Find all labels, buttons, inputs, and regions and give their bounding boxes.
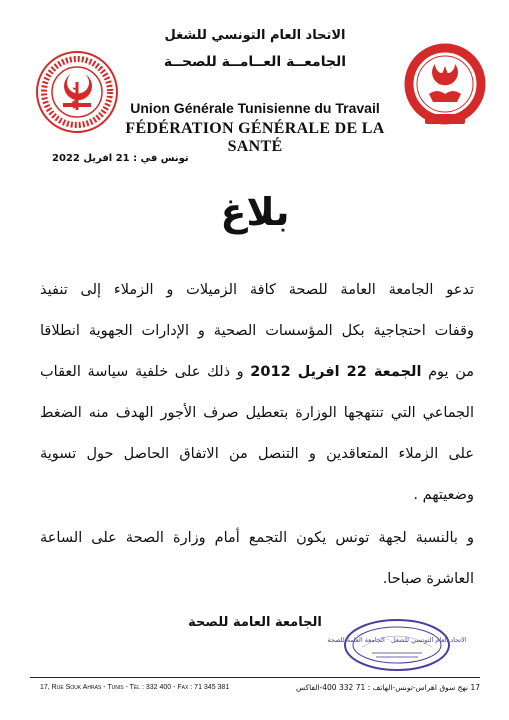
french-union-name: Union Générale Tunisienne du Travail (130, 100, 380, 116)
arabic-federation-name: الجامعــة العــامــة للصحــة (163, 54, 347, 70)
body-line-2: وقفات احتجاجية بكل المؤسسات الصحية و الإدارات الجهوية انطلاقا (40, 323, 474, 339)
body-line-1: تدعو الجامعة العامة للصحة كافة الزميلات و الزملاء إلى تنفيذ (40, 282, 474, 298)
signature-label: الجامعة العامة للصحة (188, 615, 322, 630)
body-line-4: الجماعي التي تنتهجها الوزارة بتعطيل صرف الأجور الهدف منه الضغط (40, 405, 474, 421)
document-title: بلاغ (220, 190, 290, 234)
date-line: تونس في : 21 افريل 2022 (52, 153, 189, 164)
body-line-7: و بالنسبة لجهة تونس يكون التجمع أمام وزارة الصحة على الساعة (40, 530, 474, 546)
footer-divider (30, 677, 480, 678)
body-line-5: على الزملاء المتعاقدين و التنصل من الاتفاق الحاصل حول تسوية (40, 446, 474, 462)
event-date: الجمعة 22 افريل 2012 (250, 364, 422, 380)
footer-address-arabic: 17 نهج سوق اهراس-تونس-الهاتف : 71 332 400-الفاكس (295, 683, 480, 692)
stamp-text: الاتحاد العام التونسي للشغل · الجامعة العامة للصحة (327, 636, 467, 644)
body-line-8: العاشرة صباحا. (382, 571, 474, 587)
body-line-3-suffix: و ذلك على خلفية سياسة العقاب (40, 364, 251, 380)
official-stamp (327, 617, 467, 673)
body-line-3 (40, 364, 474, 380)
arabic-union-name: الاتحاد العام التونسي للشغل (164, 28, 346, 43)
footer-address-french: 17, Rue Souk Ahras - Tunis - Tél : 332 400 - Fax : 71 345 381 (40, 684, 230, 691)
body-line-6: وضعيتهم . (413, 487, 474, 503)
health-federation-logo (33, 48, 121, 136)
body-line-3-prefix: من يوم (421, 364, 474, 380)
ugtt-logo (405, 44, 485, 128)
french-federation-name: FÉDÉRATION GÉNÉRALE DE LA SANTÉ (125, 120, 385, 155)
